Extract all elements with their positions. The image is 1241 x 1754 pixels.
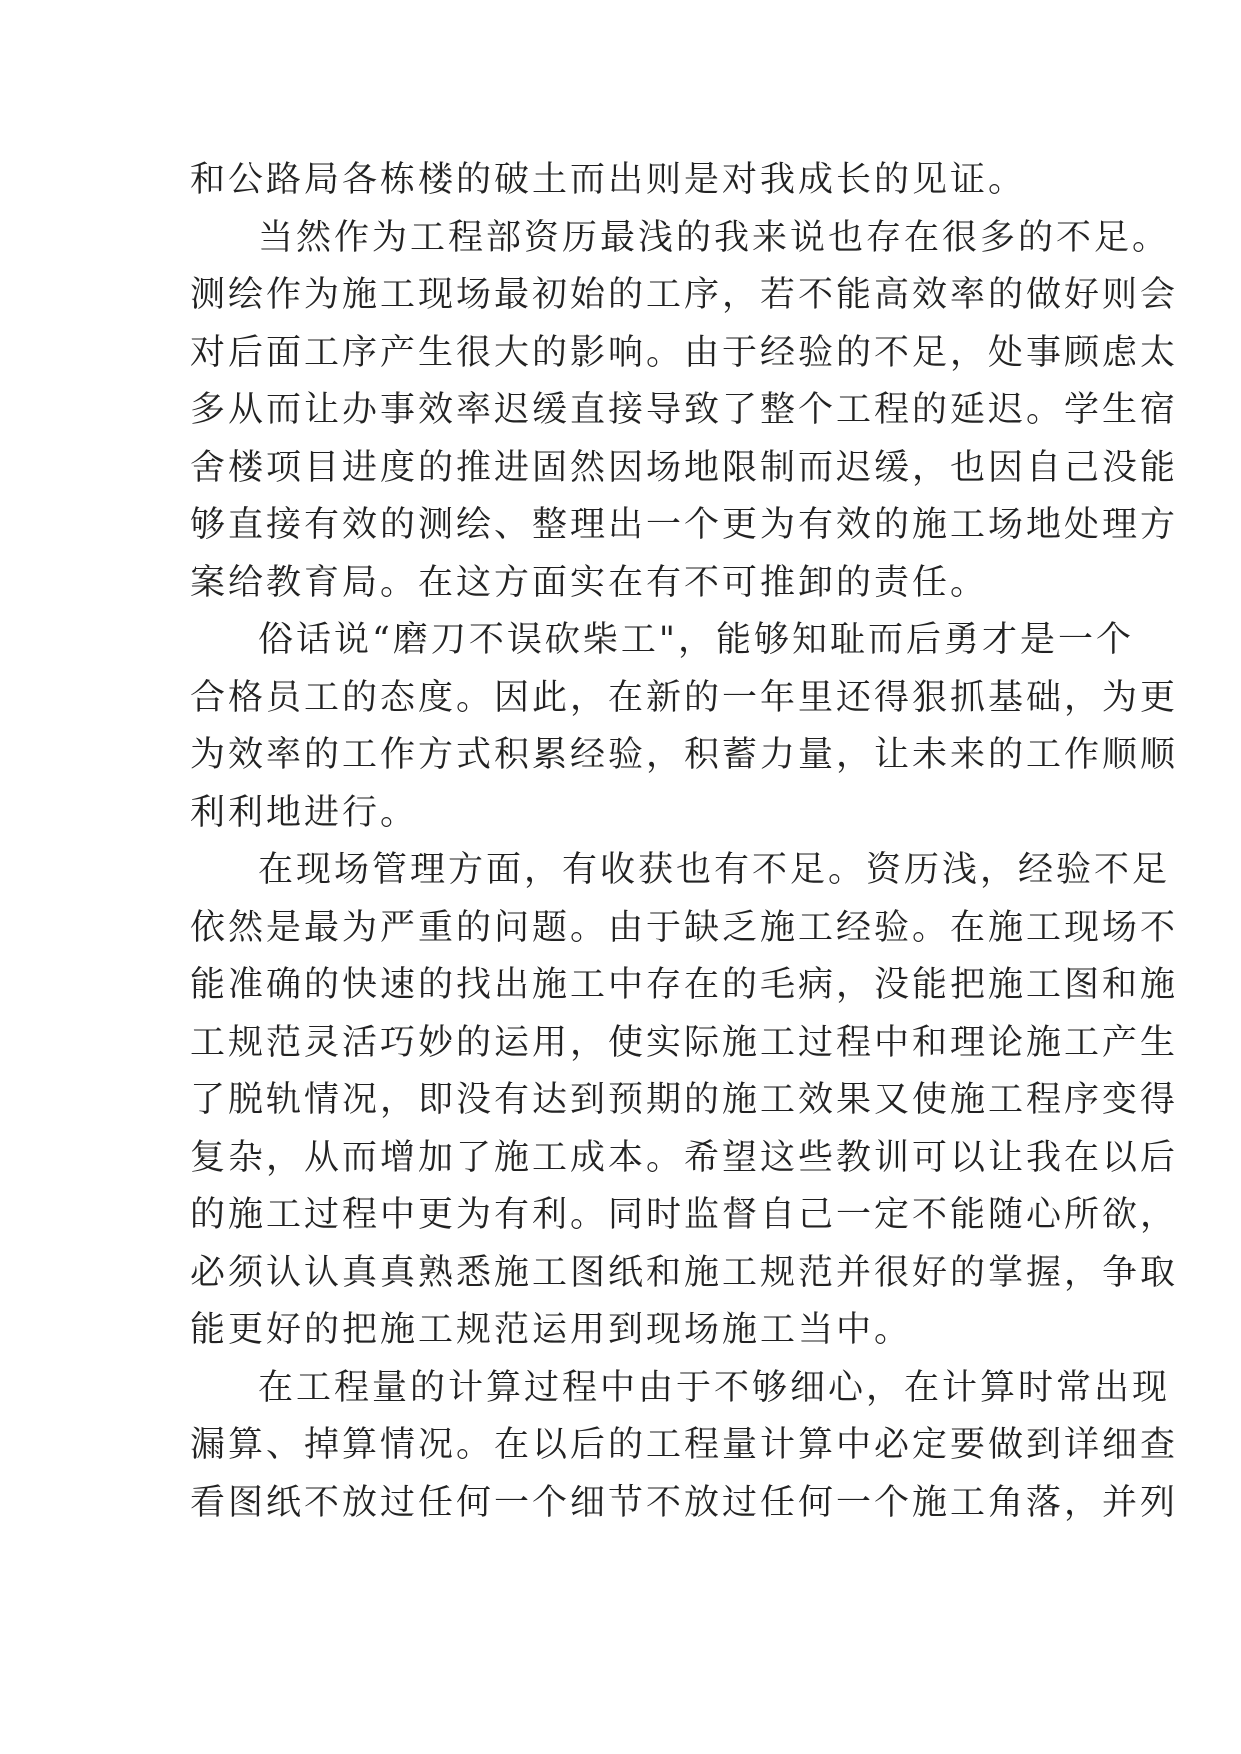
- text-line: 工规范灵活巧妙的运用，使实际施工过程中和理论施工产生: [190, 1022, 1179, 1063]
- paragraph-first-line: 在现场管理方面，有收获也有不足。资历浅，经验不足: [258, 850, 1171, 890]
- text-line: 够直接有效的测绘、整理出一个更为有效的施工场地处理方: [190, 505, 1179, 545]
- paragraph-first-line: 在工程量的计算过程中由于不够细心，在计算时常出现: [258, 1367, 1171, 1408]
- paragraph-first-line: 俗话说“磨刀不误砍柴工"，能够知耻而后勇才是一个: [258, 620, 1134, 660]
- text-line: 漏算、掉算情况。在以后的工程量计算中必定要做到详细查: [190, 1425, 1179, 1465]
- text-line: 测绘作为施工现场最初始的工序，若不能高效率的做好则会: [190, 275, 1179, 315]
- text-line: 依然是最为严重的问题。由于缺乏施工经验。在施工现场不: [190, 907, 1179, 948]
- text-line: 为效率的工作方式积累经验，积蓄力量，让未来的工作顺顺: [190, 735, 1179, 775]
- text-line: 和公路局各栋楼的破土而出则是对我成长的见证。: [190, 160, 1027, 200]
- text-line: 利利地进行。: [190, 792, 419, 833]
- body-text: [190, 152, 1179, 1532]
- text-line: 看图纸不放过任何一个细节不放过任何一个施工角落，并列: [190, 1482, 1179, 1523]
- text-line: 了脱轨情况，即没有达到预期的施工效果又使施工程序变得: [190, 1080, 1179, 1120]
- text-line: 必须认认真真熟悉施工图纸和施工规范并很好的掌握，争取: [190, 1252, 1179, 1293]
- text-line: 复杂，从而增加了施工成本。希望这些教训可以让我在以后: [190, 1137, 1179, 1178]
- text-line: 能准确的快速的找出施工中存在的毛病，没能把施工图和施: [190, 965, 1179, 1005]
- text-line: 合格员工的态度。因此，在新的一年里还得狠抓基础，为更: [190, 677, 1179, 718]
- text-line: 的施工过程中更为有利。同时监督自己一定不能随心所欲，: [190, 1195, 1179, 1235]
- text-line: 案给教育局。在这方面实在有不可推卸的责任。: [190, 562, 989, 603]
- paragraph-first-line: 当然作为工程部资历最浅的我来说也存在很多的不足。: [258, 217, 1171, 258]
- text-line: 对后面工序产生很大的影响。由于经验的不足，处事顾虑太: [190, 332, 1179, 373]
- text-line: 舍楼项目进度的推进固然因场地限制而迟缓，也因自己没能: [190, 447, 1179, 488]
- text-line: 能更好的把施工规范运用到现场施工当中。: [190, 1310, 913, 1350]
- text-line: 多从而让办事效率迟缓直接导致了整个工程的延迟。学生宿: [190, 390, 1179, 430]
